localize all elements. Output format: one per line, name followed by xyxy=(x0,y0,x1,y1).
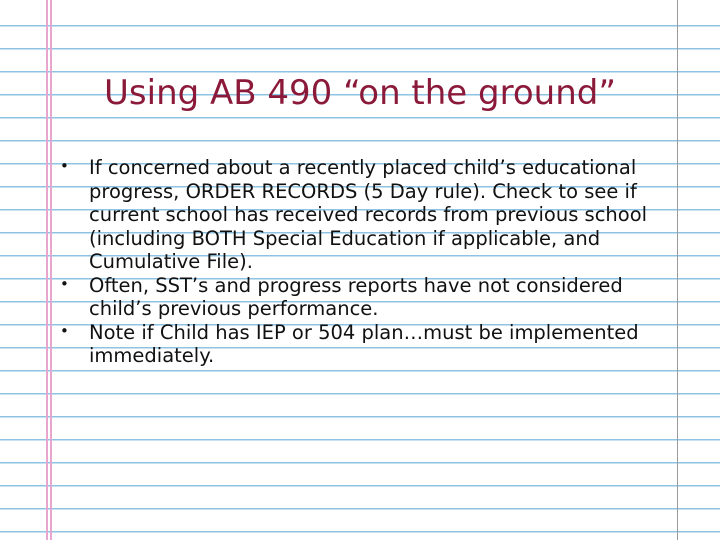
bullet-item: • If concerned about a recently placed child’s educational progress, ORDER RECORDS (5 Day rule). Check to see if current school has received records from previous school (including BOTH Special Education if applicable, and Cumulative File). xyxy=(56,156,666,274)
bullet-list xyxy=(56,156,666,368)
bullet-item: • Note if Child has IEP or 504 plan…must be implemented immediately. xyxy=(56,321,666,368)
slide-title: Using AB 490 “on the ground” xyxy=(104,73,616,113)
bullet-item: • Often, SST’s and progress reports have not considered child’s previous performance. xyxy=(56,274,666,321)
